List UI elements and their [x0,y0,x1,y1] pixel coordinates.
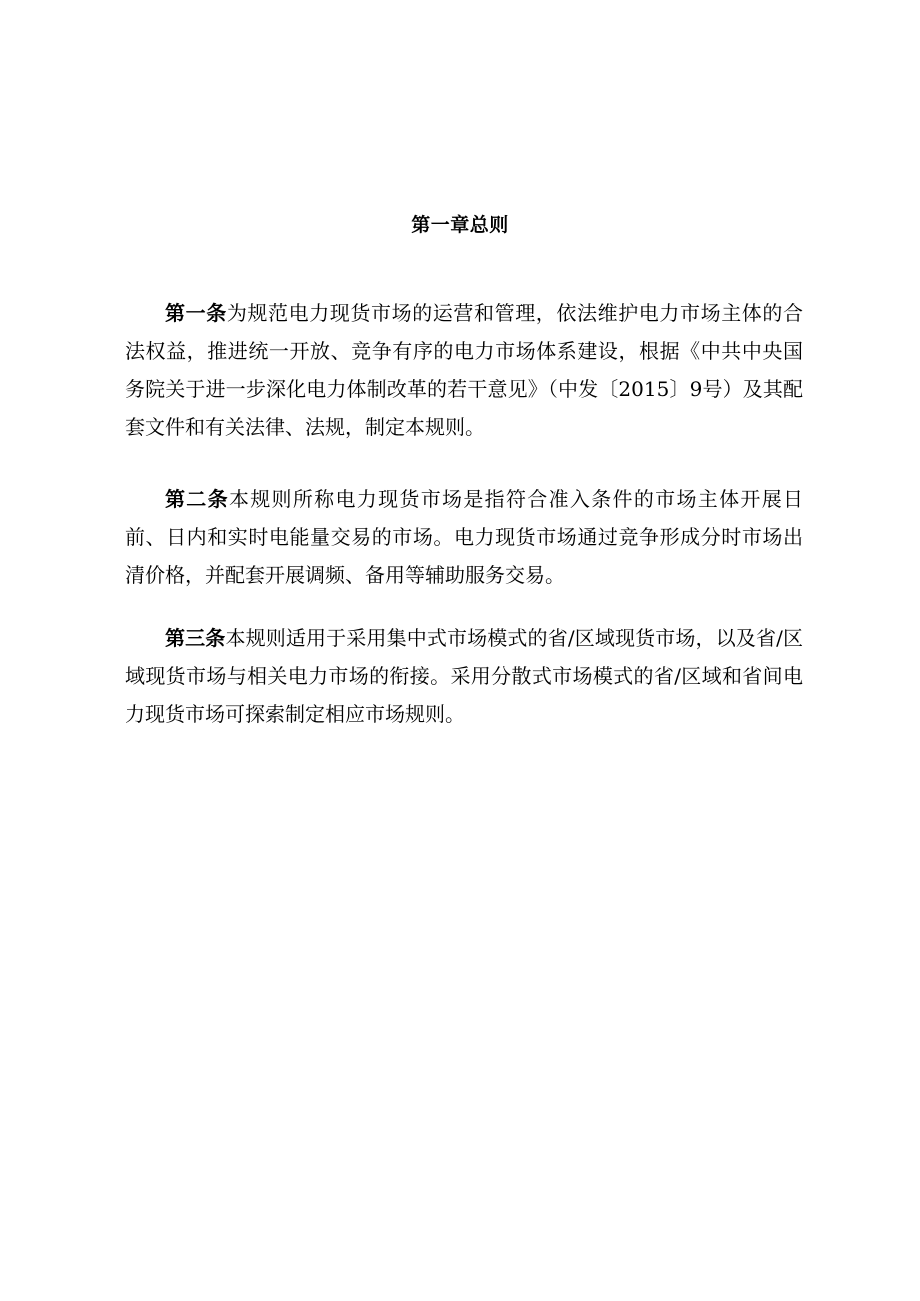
article-2 [125,480,803,594]
article-2-number: 第二条 [165,487,229,511]
article-3 [125,619,803,733]
article-3-text: 本规则适用于采用集中式市场模式的省/区域现货市场，以及省/区域现货市场与相关电力市场的衔接。采用分散式市场模式的省/区域和省间电力现货市场可探索制定相应市场规则。 [125,626,804,726]
chapter-title: 第一章总则 [411,214,509,236]
article-1-number: 第一条 [165,301,227,325]
article-3-number: 第三条 [165,626,226,650]
article-2-text: 本规则所称电力现货市场是指符合准入条件的市场主体开展日前、日内和实时电能量交易的市场。电力现货市场通过竞争形成分时市场出清价格，并配套开展调频、备用等辅助服务交易。 [125,487,804,587]
article-1-text: 为规范电力现货市场的运营和管理，依法维护电力市场主体的合法权益，推进统一开放、竞争有序的电力市场体系建设，根据《中共中央国务院关于进一步深化电力体制改革的若干意见》（中发〔2015〕9号）及其配套文件和有关法律、法规，制定本规则。 [125,301,804,439]
article-1 [125,294,803,446]
